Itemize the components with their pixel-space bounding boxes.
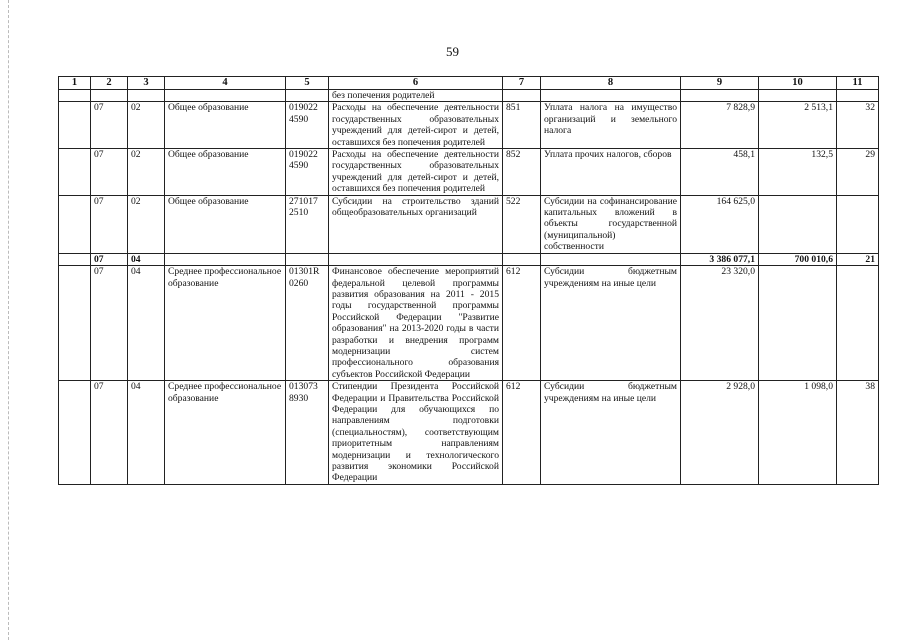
cell-expense-type: [503, 253, 541, 265]
cell-expense-type: [503, 90, 541, 102]
cell-article-name: без попечения родителей: [329, 90, 503, 102]
cell-percent: 21: [837, 253, 879, 265]
cell-col1: [59, 149, 91, 196]
cell-amount-executed: 132,5: [759, 149, 837, 196]
column-header-10: 10: [759, 77, 837, 90]
cell-expense-type-name: Субсидии бюджетным учреждениям на иные цели: [541, 266, 681, 381]
cell-percent: 38: [837, 381, 879, 485]
cell-subsection: 02: [128, 195, 165, 253]
cell-amount-approved: 7 828,9: [681, 102, 759, 149]
cell-amount-executed: 700 010,6: [759, 253, 837, 265]
cell-target-article: [286, 253, 329, 265]
cell-section: 07: [91, 253, 128, 265]
cell-section: 07: [91, 266, 128, 381]
cell-target-article: 019022 4590: [286, 102, 329, 149]
cell-section: 07: [91, 102, 128, 149]
cell-target-article: 019022 4590: [286, 149, 329, 196]
table-row: [59, 195, 879, 253]
cell-col1: [59, 381, 91, 485]
cell-amount-executed: 1 098,0: [759, 381, 837, 485]
cell-subsection-name: Среднее профессиональное образование: [165, 266, 286, 381]
header-row: [59, 77, 879, 90]
cell-subsection-name: Общее образование: [165, 149, 286, 196]
cell-percent: 32: [837, 102, 879, 149]
cell-target-article: 271017 2510: [286, 195, 329, 253]
cell-expense-type: 852: [503, 149, 541, 196]
cell-amount-executed: 2 513,1: [759, 102, 837, 149]
table-row: [59, 149, 879, 196]
cell-expense-type: 522: [503, 195, 541, 253]
cell-section: 07: [91, 149, 128, 196]
table-row: [59, 102, 879, 149]
table-body: [59, 90, 879, 485]
cell-expense-type-name: [541, 253, 681, 265]
cell-target-article: [286, 90, 329, 102]
cell-article-name: Расходы на обеспечение деятельности государственных образовательных учреждений для детей-сирот и детей, оставшихся без попечения родителей: [329, 149, 503, 196]
cell-col1: [59, 90, 91, 102]
cell-amount-executed: [759, 90, 837, 102]
table-row: [59, 90, 879, 102]
column-header-5: 5: [286, 77, 329, 90]
cell-col1: [59, 102, 91, 149]
cell-subsection: 02: [128, 102, 165, 149]
cell-subsection-name: [165, 90, 286, 102]
cell-subsection-name: Общее образование: [165, 102, 286, 149]
cell-subsection: 04: [128, 381, 165, 485]
cell-percent: [837, 266, 879, 381]
cell-amount-approved: 3 386 077,1: [681, 253, 759, 265]
cell-subsection-name: Общее образование: [165, 195, 286, 253]
cell-article-name: Стипендии Президента Российской Федерации и Правительства Российской Федерации для обучающихся по направлениям подготовки (специальностям), соответствующим приоритетным направлениям модернизации и технологического развития экономики Российской Федерации: [329, 381, 503, 485]
cell-col1: [59, 253, 91, 265]
cell-subsection: 02: [128, 149, 165, 196]
cell-section: 07: [91, 195, 128, 253]
budget-table: [58, 76, 879, 485]
cell-col1: [59, 195, 91, 253]
cell-section: [91, 90, 128, 102]
cell-target-article: 01301R 0260: [286, 266, 329, 381]
cell-percent: [837, 195, 879, 253]
cell-amount-approved: 2 928,0: [681, 381, 759, 485]
cell-expense-type: 612: [503, 381, 541, 485]
column-header-11: 11: [837, 77, 879, 90]
cell-article-name: [329, 253, 503, 265]
cell-percent: 29: [837, 149, 879, 196]
cell-amount-executed: [759, 266, 837, 381]
cell-expense-type-name: Уплата прочих налогов, сборов: [541, 149, 681, 196]
cell-expense-type: 851: [503, 102, 541, 149]
cell-subsection-name: [165, 253, 286, 265]
cell-expense-type: 612: [503, 266, 541, 381]
cell-expense-type-name: Субсидии бюджетным учреждениям на иные цели: [541, 381, 681, 485]
column-header-7: 7: [503, 77, 541, 90]
cell-subsection: 04: [128, 253, 165, 265]
column-header-1: 1: [59, 77, 91, 90]
cell-section: 07: [91, 381, 128, 485]
cell-target-article: 013073 8930: [286, 381, 329, 485]
cell-percent: [837, 90, 879, 102]
column-header-9: 9: [681, 77, 759, 90]
page-number: 59: [446, 44, 459, 59]
column-header-8: 8: [541, 77, 681, 90]
cell-col1: [59, 266, 91, 381]
table-row: [59, 266, 879, 381]
cell-expense-type-name: Субсидии на софинансирование капитальных вложений в объекты государственной (муниципальной) собственности: [541, 195, 681, 253]
column-header-2: 2: [91, 77, 128, 90]
column-header-6: 6: [329, 77, 503, 90]
cell-expense-type-name: Уплата налога на имущество организаций и земельного налога: [541, 102, 681, 149]
cell-amount-approved: 23 320,0: [681, 266, 759, 381]
binding-margin-line: [8, 0, 9, 640]
cell-article-name: Расходы на обеспечение деятельности государственных образовательных учреждений для детей-сирот и детей, оставшихся без попечения родителей: [329, 102, 503, 149]
cell-amount-executed: [759, 195, 837, 253]
table-row: [59, 253, 879, 265]
cell-subsection: [128, 90, 165, 102]
cell-expense-type-name: [541, 90, 681, 102]
cell-subsection-name: Среднее профессиональное образование: [165, 381, 286, 485]
cell-article-name: Финансовое обеспечение мероприятий федеральной целевой программы развития образования на 2011 - 2015 годы государственной программы Российской Федерации "Развитие образования" на 2013-2020 годы в части разработки и внедрения программ модернизации систем профессионального образования субъектов Российской Федерации: [329, 266, 503, 381]
cell-amount-approved: [681, 90, 759, 102]
cell-article-name: Субсидии на строительство зданий общеобразовательных организаций: [329, 195, 503, 253]
cell-subsection: 04: [128, 266, 165, 381]
column-header-3: 3: [128, 77, 165, 90]
cell-amount-approved: 164 625,0: [681, 195, 759, 253]
column-header-4: 4: [165, 77, 286, 90]
cell-amount-approved: 458,1: [681, 149, 759, 196]
table-row: [59, 381, 879, 485]
